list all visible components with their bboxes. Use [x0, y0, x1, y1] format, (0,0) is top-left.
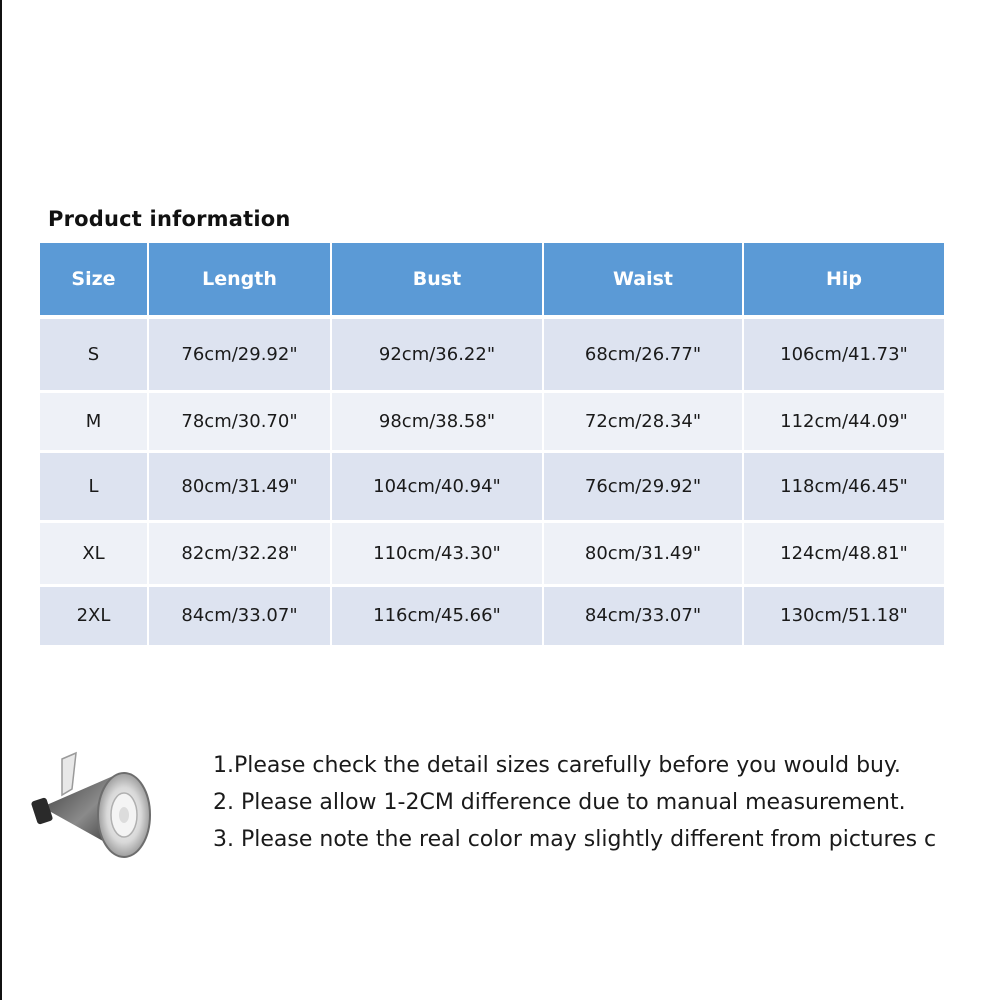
cell-waist: 68cm/26.77" [543, 317, 743, 391]
table-row [40, 391, 944, 451]
cell-length: 78cm/30.70" [148, 391, 331, 451]
table-row [40, 317, 944, 391]
cell-waist: 72cm/28.34" [543, 391, 743, 451]
cell-waist: 80cm/31.49" [543, 521, 743, 585]
notes-list [213, 747, 1000, 858]
cell-hip: 112cm/44.09" [743, 391, 944, 451]
cell-size: XL [40, 521, 148, 585]
table-row [40, 521, 944, 585]
table-row [40, 451, 944, 521]
note-line: 3. Please note the real color may slightly different from pictures c [213, 827, 937, 852]
cell-size: S [40, 317, 148, 391]
cell-hip: 124cm/48.81" [743, 521, 944, 585]
cell-bust: 98cm/38.58" [331, 391, 543, 451]
cell-length: 84cm/33.07" [148, 585, 331, 645]
cell-bust: 116cm/45.66" [331, 585, 543, 645]
section-title: Product information [48, 207, 291, 231]
megaphone-icon [28, 749, 158, 859]
cell-size: L [40, 451, 148, 521]
header-waist: Waist [543, 243, 743, 317]
note-line: 1.Please check the detail sizes carefully before you would buy. [213, 753, 901, 778]
table-row [40, 585, 944, 645]
cell-size: M [40, 391, 148, 451]
cell-bust: 92cm/36.22" [331, 317, 543, 391]
header-hip: Hip [743, 243, 944, 317]
header-size: Size [40, 243, 148, 317]
cell-hip: 106cm/41.73" [743, 317, 944, 391]
cell-size: 2XL [40, 585, 148, 645]
cell-length: 80cm/31.49" [148, 451, 331, 521]
cell-length: 82cm/32.28" [148, 521, 331, 585]
cell-bust: 104cm/40.94" [331, 451, 543, 521]
size-chart-table [40, 243, 944, 645]
cell-hip: 130cm/51.18" [743, 585, 944, 645]
cell-waist: 84cm/33.07" [543, 585, 743, 645]
header-bust: Bust [331, 243, 543, 317]
table-header-row [40, 243, 944, 317]
note-line: 2. Please allow 1-2CM difference due to manual measurement. [213, 790, 906, 815]
cell-length: 76cm/29.92" [148, 317, 331, 391]
cell-hip: 118cm/46.45" [743, 451, 944, 521]
cell-waist: 76cm/29.92" [543, 451, 743, 521]
header-length: Length [148, 243, 331, 317]
cell-bust: 110cm/43.30" [331, 521, 543, 585]
notes-section [0, 735, 1000, 875]
